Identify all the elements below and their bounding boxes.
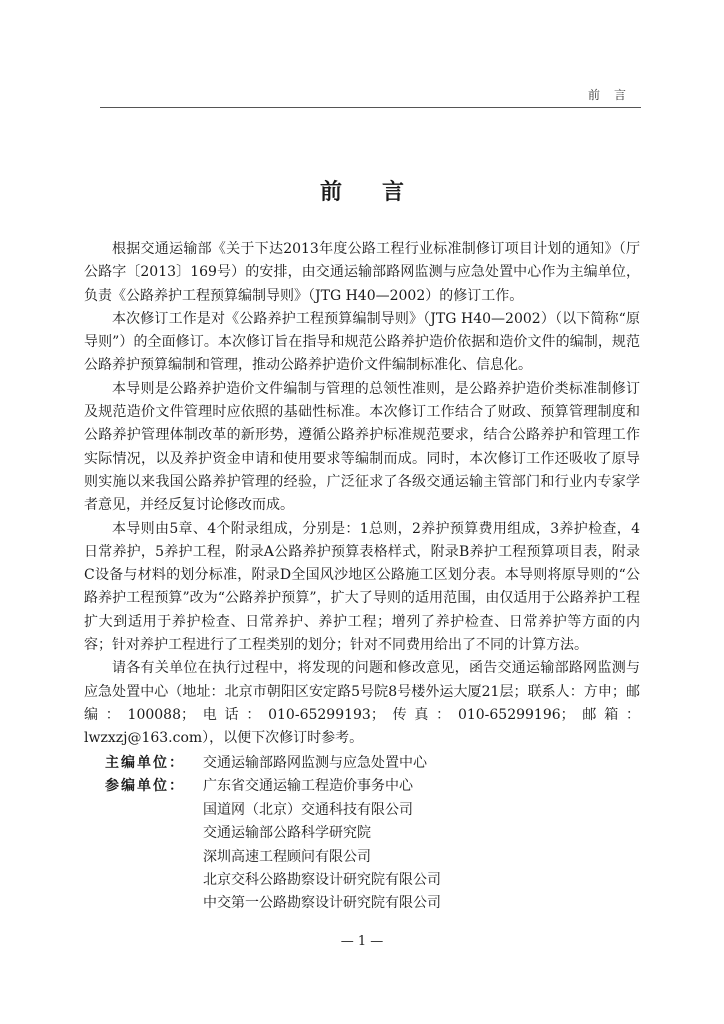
participating-unit: 深圳高速工程顾问有限公司: [203, 848, 371, 865]
chief-editor-row: [105, 752, 585, 775]
paragraph: 本导则是公路养护造价文件编制与管理的总领性准则，是公路养护造价类标准制修订及规范造价文件管理时应依照的基础性标准。本次修订工作结合了财政、预算管理制度和公路养护管理体制改革的新形势，遵循公路养护标准规范要求，结合公路养护和管理工作实际情况，以及养护资金申请和使用要求等编制而成。同时，本次修订工作还吸收了原导则实施以来我国公路养护管理的经验，广泛征求了各级交通运输主管部门和行业内专家学者意见，并经反复讨论修改而成。: [84, 380, 640, 514]
body-text: [84, 238, 640, 751]
chief-editor-unit: 交通运输部路网监测与应急处置中心: [203, 755, 427, 771]
participating-units-row: [105, 775, 585, 915]
participating-units-list: [203, 775, 441, 915]
chief-editor-label: 主编单位：: [105, 755, 185, 771]
page-number: — 1 —: [340, 934, 384, 949]
participating-units-label: 参编单位：: [105, 778, 185, 795]
header-rule: [100, 107, 641, 108]
contributors-block: [105, 752, 585, 916]
participating-unit: 国道网（北京）交通科技有限公司: [203, 801, 413, 818]
participating-unit: 北京交科公路勘察设计研究院有限公司: [203, 872, 441, 889]
participating-unit: 中交第一公路勘察设计研究院有限公司: [203, 895, 441, 912]
page-title: 前言: [319, 180, 444, 205]
paragraph: 根据交通运输部《关于下达2013年度公路工程行业标准制修订项目计划的通知》（厅公路字〔2013〕169号）的安排，由交通运输部路网监测与应急处置中心作为主编单位，负责《公路养护工程预算编制导则》（JTG H40—2002）的修订工作。: [84, 241, 640, 304]
paragraph: 本导则由5章、4个附录组成，分别是：1总则，2养护预算费用组成，3养护检查，4日常养护，5养护工程，附录A公路养护预算表格样式，附录B养护工程预算项目表，附录C设备与材料的划分标准，附录D全国风沙地区公路施工区划分表。本导则将原导则的“公路养护工程预算”改为“公路养护预算”，扩大了导则的适用范围，由仅适用于公路养护工程扩大到适用于养护检查、日常养护、养护工程；增列了养护检查、日常养护等方面的内容；针对养护工程进行了工程类别的划分；针对不同费用给出了不同的计算方法。: [84, 520, 640, 654]
paragraph: 请各有关单位在执行过程中，将发现的问题和修改意见，函告交通运输部路网监测与应急处置中心（地址：北京市朝阳区安定路5号院8号楼外运大厦21层；联系人：方申；邮编：100088；电话：010-65299193；传真：010-65299196；邮箱：lwzxzj@163.com），以便下次修订时参考。: [84, 660, 640, 747]
participating-unit: 交通运输部公路科学研究院: [203, 825, 371, 842]
paragraph: 本次修订工作是对《公路养护工程预算编制导则》（JTG H40—2002）（以下简称“原导则”）的全面修订。本次修订旨在指导和规范公路养护造价依据和造价文件的编制，规范公路养护预算编制和管理，推动公路养护造价文件编制标准化、信息化。: [84, 310, 640, 374]
participating-unit: 广东省交通运输工程造价事务中心: [203, 778, 413, 795]
running-header: 前言: [588, 88, 641, 102]
